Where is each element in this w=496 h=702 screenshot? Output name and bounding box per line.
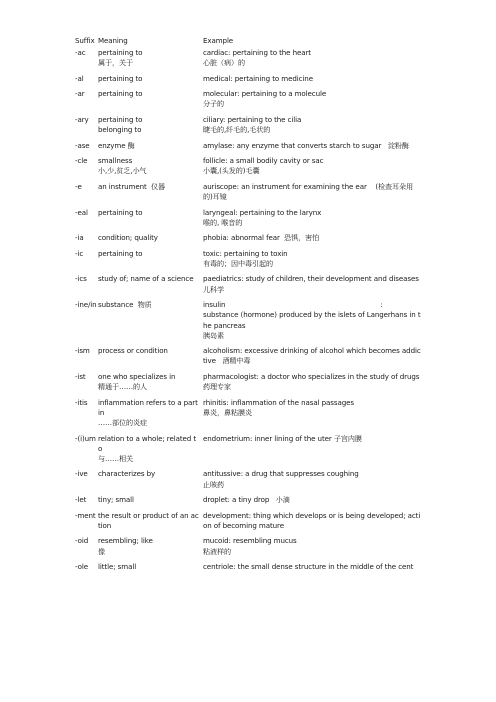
meaning-line: the result or product of an action <box>98 510 199 530</box>
table-row <box>75 536 421 556</box>
example-line: toxic: pertaining to toxin <box>203 248 288 258</box>
table-row <box>75 469 421 489</box>
meaning-cell <box>98 233 203 243</box>
example-cell <box>203 115 421 135</box>
meaning-line: inflammation refers to a part in <box>98 397 200 417</box>
meaning-line: substance 物质 <box>98 300 152 310</box>
meaning-line: ……部位的炎症 <box>98 418 147 428</box>
suffix-cell: -cle <box>75 156 88 166</box>
suffix-cell: -itis <box>75 397 88 407</box>
meaning-line: pertaining to <box>98 89 143 99</box>
example-line: rhinitis: inflammation of the nasal passages <box>203 397 354 407</box>
suffix-cell: -al <box>75 73 84 83</box>
example-cell <box>203 48 421 68</box>
example-cell <box>203 249 421 269</box>
suffix-cell: -e <box>75 181 82 191</box>
table-row <box>75 182 421 202</box>
meaning-cell <box>98 249 203 269</box>
example-line: antitussive: a drug that suppresses coughing <box>203 469 359 479</box>
example-cell <box>203 141 421 151</box>
example-line: auriscope: an instrument for examining the ear (检查耳朵用的)耳镜 <box>203 181 414 202</box>
meaning-line: pertaining to <box>98 48 143 57</box>
suffix-cell: -ia <box>75 233 84 243</box>
example-line: 止咳药 <box>203 479 224 489</box>
example-line: mucoid: resembling mucus <box>203 536 297 546</box>
example-line: droplet: a tiny drop 小滴 <box>203 495 290 505</box>
suffix-cell: -ive <box>75 469 88 479</box>
suffix-cell: -(i)um <box>75 433 96 443</box>
example-line: medical: pertaining to medicine <box>203 73 313 83</box>
suffix-cell: -let <box>75 495 87 505</box>
meaning-line: 属于，关于 <box>98 58 133 68</box>
example-line: laryngeal: pertaining to the larynx <box>203 207 322 217</box>
meaning-cell <box>98 300 203 341</box>
example-line: 睫毛的,纤毛的,毛状的 <box>203 125 271 135</box>
meaning-line: tiny; small <box>98 495 134 505</box>
meaning-cell <box>98 469 203 489</box>
meaning-cell <box>98 398 203 429</box>
meaning-line: one who specializes in <box>98 371 176 381</box>
meaning-line: pertaining to <box>98 114 143 124</box>
meaning-line: relation to a whole; related to <box>98 433 197 453</box>
meaning-line: pertaining to <box>98 73 143 83</box>
example-line: insulin : <box>203 300 383 310</box>
example-line: centriole: the small dense structure in the middle of the cent <box>203 562 414 572</box>
suffix-cell: -ase <box>75 140 90 150</box>
example-line: paediatrics: study of children, their development and diseases 儿科学 <box>203 274 424 294</box>
suffix-cell: -ole <box>75 562 88 572</box>
example-line: pharmacologist: a doctor who specializes in the study of drugs 药理专家 <box>203 371 424 392</box>
example-line: 胰岛素 <box>203 330 224 340</box>
example-cell <box>203 89 421 109</box>
example-line: endometrium: inner lining of the uter 子宫内膜 <box>203 433 362 443</box>
table-row <box>75 141 421 151</box>
suffix-cell: -ine/in <box>75 300 97 310</box>
example-cell <box>203 398 421 429</box>
example-line: alcoholism: excessive drinking of alcohol which becomes addictive 酒精中毒 <box>203 346 421 366</box>
example-line: 小囊,(头发的)毛囊 <box>203 166 260 176</box>
meaning-line: little; small <box>98 562 137 572</box>
table-row <box>75 115 421 135</box>
example-line: 心脏（病）的 <box>203 58 245 68</box>
meaning-cell <box>98 89 203 109</box>
meaning-cell <box>98 434 203 465</box>
table-row <box>75 300 421 341</box>
suffix-cell: -ar <box>75 89 85 99</box>
suffix-cell: -ics <box>75 274 87 284</box>
meaning-cell <box>98 274 203 294</box>
table-row <box>75 398 421 429</box>
table-row <box>75 511 421 531</box>
meaning-cell <box>98 346 203 366</box>
table-row <box>75 562 421 572</box>
table-row <box>75 434 421 465</box>
meaning-line: resembling; like <box>98 536 153 546</box>
example-line: molecular: pertaining to a molecule <box>203 89 327 99</box>
example-cell <box>203 434 421 465</box>
meaning-cell <box>98 156 203 176</box>
meaning-cell <box>98 115 203 135</box>
header-suffix: Suffix <box>75 36 95 45</box>
table-header <box>75 36 421 48</box>
example-line: 有毒的；因中毒引起的 <box>203 258 273 268</box>
meaning-line: belonging to <box>98 125 142 135</box>
meaning-cell <box>98 562 203 572</box>
example-line: phobia: abnormal fear 恐惧，害怕 <box>203 233 320 243</box>
example-cell <box>203 74 421 84</box>
table-row <box>75 156 421 176</box>
table-row <box>75 371 424 392</box>
example-line: 鼻炎，鼻粘膜炎 <box>203 407 252 417</box>
table-row <box>75 74 421 84</box>
table-row <box>75 495 421 505</box>
example-cell <box>203 182 421 202</box>
meaning-line: condition; quality <box>98 233 158 243</box>
suffix-cell: -ary <box>75 114 89 124</box>
meaning-line: 精通于……的人 <box>98 382 147 392</box>
table-row <box>75 48 421 68</box>
table-row <box>75 233 421 243</box>
example-cell <box>203 511 421 531</box>
meaning-cell <box>98 182 203 202</box>
example-cell <box>203 233 421 243</box>
meaning-line: smallness <box>98 156 133 166</box>
meaning-cell <box>98 141 203 151</box>
meaning-line: study of; name of a science <box>98 274 194 284</box>
table-row <box>75 249 421 269</box>
table-row <box>75 274 424 294</box>
example-line: amylase: any enzyme that converts starch to sugar 淀粉酶 <box>203 140 409 150</box>
table-row <box>75 89 421 109</box>
suffix-table <box>75 36 424 578</box>
meaning-cell <box>98 495 203 505</box>
example-line: substance (hormone) produced by the islets of Langerhans in the pancreas <box>203 310 421 330</box>
example-line: 分子的 <box>203 99 224 109</box>
example-cell <box>203 274 424 294</box>
example-line: development: thing which develops or is being developed; action of becoming mature <box>203 510 421 530</box>
example-cell <box>203 562 421 572</box>
suffix-cell: -ic <box>75 248 84 258</box>
example-line: 喉的, 喉音的 <box>203 217 243 227</box>
meaning-cell <box>98 372 203 392</box>
example-line: follicle: a small bodily cavity or sac <box>203 156 324 166</box>
meaning-cell <box>98 511 203 531</box>
example-cell <box>203 156 421 176</box>
suffix-cell: -oid <box>75 536 89 546</box>
meaning-cell <box>98 208 203 228</box>
suffix-cell: -ac <box>75 48 86 57</box>
meaning-cell <box>98 74 203 84</box>
example-cell <box>203 208 421 228</box>
meaning-line: enzyme 酶 <box>98 140 135 150</box>
meaning-line: process or condition <box>98 346 168 356</box>
example-cell <box>203 346 421 366</box>
table-row <box>75 346 421 366</box>
meaning-cell <box>98 536 203 556</box>
meaning-line: 像 <box>98 546 105 556</box>
meaning-line: characterizes by <box>98 469 156 479</box>
suffix-cell: -ment <box>75 510 96 520</box>
meaning-line: an instrument 仪器 <box>98 181 166 191</box>
meaning-line: pertaining to <box>98 248 143 258</box>
example-line: ciliary: pertaining to the cilia <box>203 114 302 124</box>
meaning-cell <box>98 48 203 68</box>
suffix-cell: -ist <box>75 371 86 381</box>
suffix-cell: -eal <box>75 207 88 217</box>
example-cell <box>203 300 421 341</box>
example-cell <box>203 469 421 489</box>
example-cell <box>203 371 424 392</box>
example-cell <box>203 536 421 556</box>
table-body <box>75 48 424 572</box>
table-row <box>75 208 421 228</box>
meaning-line: 与……相关 <box>98 453 133 463</box>
example-line: 粘液样的 <box>203 546 231 556</box>
meaning-line: pertaining to <box>98 207 143 217</box>
suffix-cell: -ism <box>75 346 90 356</box>
header-example: Example <box>203 36 234 45</box>
header-meaning: Meaning <box>98 36 128 45</box>
meaning-line: 小,少,贫乏,小气 <box>98 166 147 176</box>
example-line: cardiac: pertaining to the heart <box>203 48 311 57</box>
example-cell <box>203 495 421 505</box>
